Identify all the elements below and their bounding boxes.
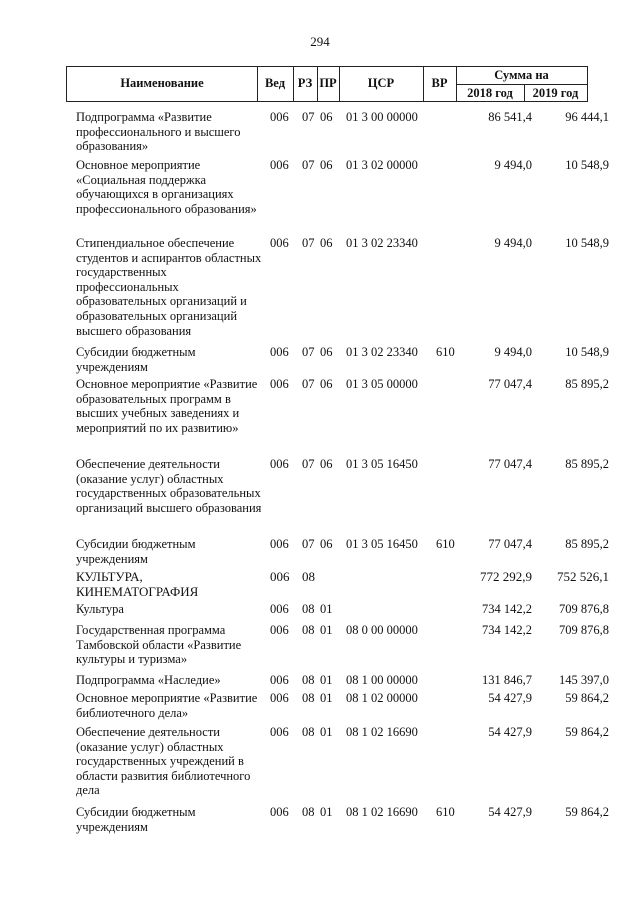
row-csr: 01 3 02 23340 (346, 345, 418, 359)
row-ved: 006 (270, 623, 289, 637)
row-rz: 07 (302, 537, 315, 551)
row-sum-2019: 59 864,2 (565, 725, 609, 739)
row-ved: 006 (270, 569, 290, 584)
header-name: Наименование (120, 76, 204, 90)
row-sum-2018: 54 427,9 (488, 805, 532, 819)
row-sum-2018: 86 541,4 (488, 110, 532, 124)
row-name: Обеспечение деятельности (оказание услуг) областных государственных образовательных организаций высшего образования (76, 457, 262, 515)
row-sum-2019: 145 397,0 (559, 673, 609, 687)
row-csr: 01 3 05 16450 (346, 537, 418, 551)
row-sum-2019: 96 444,1 (565, 110, 609, 124)
row-csr: 08 1 02 16690 (346, 725, 418, 739)
row-ved: 006 (270, 345, 289, 359)
header-rz: РЗ (297, 76, 313, 90)
row-rz: 08 (302, 805, 315, 819)
row-sum-2019: 85 895,2 (565, 377, 609, 391)
row-name: Культура (76, 602, 124, 616)
page-number: 294 (310, 34, 330, 49)
row-ved: 006 (270, 673, 289, 687)
row-sum-2019: 709 876,8 (559, 602, 609, 616)
row-vr: 610 (436, 537, 455, 551)
header-pr: ПР (319, 76, 337, 90)
row-name: Обеспечение деятельности (оказание услуг) областных государственных учреждений в области развития библиотечного дела (76, 725, 251, 798)
row-rz: 08 (302, 691, 315, 705)
row-sum-2018: 131 846,7 (482, 673, 532, 687)
row-name: КУЛЬТУРА, КИНЕМАТОГРАФИЯ (76, 569, 199, 599)
row-rz: 08 (302, 623, 315, 637)
row-csr: 01 3 02 00000 (346, 158, 418, 172)
row-pr: 01 (320, 805, 333, 819)
row-ved: 006 (270, 537, 289, 551)
row-name: Субсидии бюджетным учреждениям (76, 805, 196, 834)
row-sum-2019: 85 895,2 (565, 457, 609, 471)
row-ved: 006 (270, 725, 289, 739)
row-name: Государственная программа Тамбовской области «Развитие культуры и туризма» (76, 623, 242, 667)
row-ved: 006 (270, 602, 289, 616)
row-sum-2018: 9 494,0 (494, 345, 532, 359)
row-sum-2018: 734 142,2 (482, 623, 532, 637)
row-name: Стипендиальное обеспечение студентов и аспирантов областных государственных профессиональных образовательных организаций и образовательных организаций высшего образования (76, 236, 262, 338)
row-sum-2019: 709 876,8 (559, 623, 609, 637)
row-sum-2019: 10 548,9 (565, 236, 609, 250)
row-sum-2019: 10 548,9 (565, 345, 609, 359)
row-rz: 08 (302, 725, 315, 739)
row-ved: 006 (270, 691, 289, 705)
row-sum-2018: 772 292,9 (480, 569, 532, 584)
header-year-2018: 2018 год (467, 86, 513, 100)
row-csr: 01 3 05 16450 (346, 457, 418, 471)
row-rz: 08 (302, 602, 315, 616)
row-csr: 08 1 02 16690 (346, 805, 418, 819)
row-ved: 006 (270, 805, 289, 819)
header-csr: ЦСР (367, 76, 395, 90)
row-name: Субсидии бюджетным учреждениям (76, 345, 196, 374)
row-pr: 01 (320, 602, 333, 616)
table-header (66, 66, 588, 102)
row-pr: 06 (320, 377, 333, 391)
row-name: Основное мероприятие «Развитие библиотечного дела» (76, 691, 258, 720)
row-name: Подпрограмма «Наследие» (76, 673, 221, 687)
row-csr: 08 1 02 00000 (346, 691, 418, 705)
row-csr: 01 3 00 00000 (346, 110, 418, 124)
row-pr: 06 (320, 457, 333, 471)
row-name: Основное мероприятие «Социальная поддержка обучающихся в организациях профессионального образования» (76, 158, 257, 216)
row-rz: 07 (302, 457, 315, 471)
row-pr: 06 (320, 158, 333, 172)
row-rz: 07 (302, 158, 315, 172)
row-rz: 07 (302, 110, 315, 124)
row-rz: 08 (302, 569, 315, 584)
row-csr: 01 3 02 23340 (346, 236, 418, 250)
row-pr: 06 (320, 236, 333, 250)
row-sum-2018: 54 427,9 (488, 725, 532, 739)
row-ved: 006 (270, 110, 289, 124)
row-ved: 006 (270, 457, 289, 471)
row-sum-2018: 9 494,0 (494, 158, 532, 172)
row-name: Основное мероприятие «Развитие образовательных программ в высших учебных заведениях и мероприятий по их развитию» (76, 377, 258, 435)
row-csr: 08 0 00 00000 (346, 623, 418, 637)
row-csr: 08 1 00 00000 (346, 673, 418, 687)
row-pr: 01 (320, 725, 333, 739)
header-sum-on: Сумма на (494, 68, 549, 82)
row-pr: 06 (320, 110, 333, 124)
row-name: Подпрограмма «Развитие профессионального и высшего образования» (76, 110, 241, 154)
row-pr: 06 (320, 537, 333, 551)
row-sum-2019: 59 864,2 (565, 691, 609, 705)
row-sum-2019: 59 864,2 (565, 805, 609, 819)
row-rz: 07 (302, 345, 315, 359)
row-csr: 01 3 05 00000 (346, 377, 418, 391)
row-sum-2018: 77 047,4 (488, 377, 532, 391)
row-sum-2018: 77 047,4 (488, 537, 532, 551)
row-pr: 01 (320, 673, 333, 687)
row-sum-2018: 734 142,2 (482, 602, 532, 616)
row-sum-2019: 85 895,2 (565, 537, 609, 551)
row-sum-2019: 752 526,1 (557, 569, 609, 584)
row-sum-2018: 54 427,9 (488, 691, 532, 705)
row-name: Субсидии бюджетным учреждениям (76, 537, 196, 566)
row-sum-2019: 10 548,9 (565, 158, 609, 172)
row-vr: 610 (436, 805, 455, 819)
header-year-2019: 2019 год (532, 86, 579, 100)
row-pr: 01 (320, 691, 333, 705)
row-sum-2018: 77 047,4 (488, 457, 532, 471)
row-vr: 610 (436, 345, 455, 359)
row-ved: 006 (270, 377, 289, 391)
header-ved: Вед (264, 76, 286, 90)
row-pr: 01 (320, 623, 333, 637)
row-ved: 006 (270, 236, 289, 250)
row-sum-2018: 9 494,0 (494, 236, 532, 250)
row-pr: 06 (320, 345, 333, 359)
row-rz: 08 (302, 673, 315, 687)
row-rz: 07 (302, 377, 315, 391)
row-ved: 006 (270, 158, 289, 172)
header-vr: ВР (431, 76, 448, 90)
row-rz: 07 (302, 236, 315, 250)
